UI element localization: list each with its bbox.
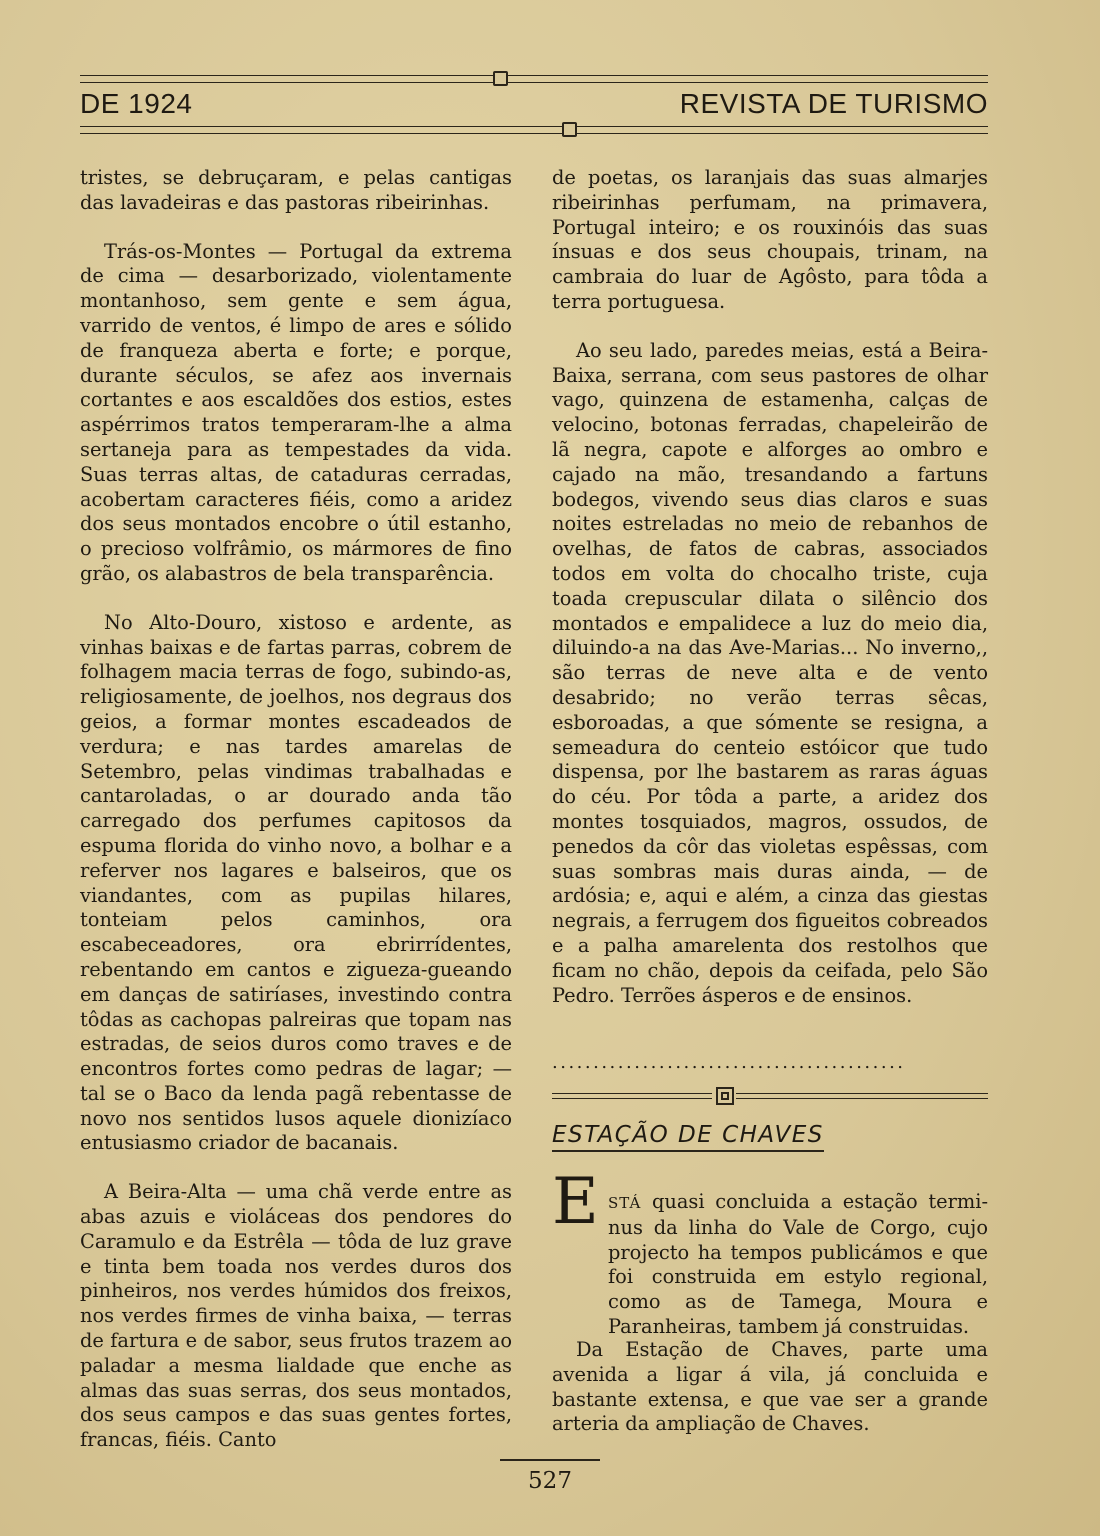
paragraph: Ao seu lado, paredes meias, está a Beira-Baixa, serrana, com seus pastores de olhar vago, quinzena de estamenha, calças de velocino, botonas ferradas, chapeleirão de lã negra, capote e alforges ao ombro e cajado na mão, tresandando a fartuns bodegos, vivendo seus dias claros e suas noites estreladas no meio de rebanhos de ovelhas, de fatos de cabras, associados todos em volta do chocalho triste, cuja toada crepuscular dilata o silêncio dos montados e empalidece a luz do meio dia, diluindo-a na das Ave-Marias... No inverno,, são terras de neve alta e de vento desabrido; no verão terras sêcas, esboroadas, a que sómente se resigna, a semeadura do centeio estóicor que tudo dispensa, por lhe bastarem as raras águas do céu. Por tôda a parte, a aridez dos montes tosquiados, magros, ossudos, de penedos da côr das violetas espêssas, com suas sombras mais duras ainda, — de ardósia; e, aqui e além, a cinza das giestas negrais, a ferrugem dos figueitos cobreados e a palha amarelenta dos restolhos que ficam no chão, depois da ceifada, pelo São Pedro. Terrões ásperos e de ensinos. (552, 338, 988, 1007)
paragraph (552, 1190, 988, 1340)
article-title: ESTAÇÃO DE CHAVES (552, 1122, 824, 1152)
paragraph: de poetas, os laranjais das suas almarjes ribeirinhas perfumam, na primavera, Portugal inteiro; e os rouxinóis das suas ínsuas e dos seus choupais, trinam, na cambraia do luar de Agôsto, para tôda a terra portuguesa. (552, 166, 988, 313)
paragraph-text: quasi concluida a estação termi- nus da linha do Vale de Corgo, cujo projecto ha tempos publicámos e que foi construida em estylo regional, como as de Tamega, Moura e Paranheiras, tambem já construidas. (608, 1190, 988, 1338)
header-rule-bottom (80, 126, 988, 134)
paragraph: Da Estação de Chaves, parte uma avenida a ligar á vila, já concluida e bastante extensa, e que vae ser a grande arteria da ampliação de Chaves. (552, 1338, 988, 1436)
ornament-square-top (493, 71, 508, 86)
header-right: REVISTA DE TURISMO (679, 88, 988, 119)
paragraph: No Alto-Douro, xistoso e ardente, as vinhas baixas e de fartas parras, cobrem de folhagem macia terras de fogo, subindo-as, religiosamente, de joelhos, nos degraus dos geios, a formar montes escadeados de verdura; e nas tardes amarelas de Setembro, pelas vindimas trabalhadas e cantaroladas, o ar dourado anda tão carregado dos perfumes capitosos da espuma florida do vinho novo, a bolhar e a referver nos lagares e balseiros, que os viandantes, com as pupilas hilares, tonteiam pelos caminhos, ora escabeceadores, ora ebrirrídentes, rebentando em cantos e zigueza-gueando em danças de satiríases, investindo contra tôdas as cachopas palreiras que topam nas estradas, de seios duros como traves e de encontros fortes como pedras de lagar; — tal se o Baco da lenda pagã rebentasse de novo nos sentidos lusos aquele dionizíaco entusiasmo criador de bacanais. (80, 610, 512, 1155)
ornament-square-bottom (562, 122, 577, 137)
paragraph: tristes, se debruçaram, e pelas cantigas das lavadeiras e das pastoras ribeirinhas. (80, 166, 512, 214)
article-body (552, 1190, 988, 1340)
article-rule-right (736, 1093, 988, 1099)
ornament-square (716, 1087, 734, 1105)
header-left: DE 1924 (80, 88, 193, 119)
footer-rule (500, 1459, 600, 1461)
article-body-cont (552, 1338, 988, 1437)
paragraph: A Beira-Alta — uma chã verde entre as abas azuis e violáceas dos pendores do Caramulo e da Estrêla — tôda de luz grave e tinta bem toada nos verdes duros dos pinheiros, nos verdes húmidos dos freixos, nos verdes firmes de vinha baixa, — terras de fartura e de sabor, seus frutos trazem ao paladar a mesma lialdade que enche as almas das suas serras, dos seus montados, dos seus campos e das suas gentes fortes, francas, fiéis. Canto (80, 1180, 512, 1452)
header-rule-top (80, 75, 988, 83)
small-caps-start: STÁ (608, 1194, 642, 1212)
page-number: 527 (528, 1468, 572, 1494)
drop-cap: E (552, 1165, 599, 1239)
dotted-separator: ........................................... (552, 1052, 906, 1073)
paragraph: Trás-os-Montes — Portugal da extrema de cima — desarborizado, violentamente montanhoso, sem gente e sem água, varrido de ventos, é limpo de ares e sólido de franqueza aberta e forte; e porque, durante séculos, se afez aos invernais cortantes e aos escaldões dos estios, estes aspérrimos tratos temperaram-lhe a alma sertaneja para as tempestades da vida. Suas terras altas, de cataduras cerradas, acobertam caracteres fiéis, como a aridez dos seus montados encobre o útil estanho, o precioso volfrâmio, os mármores de fino grão, os alabastros de bela transparência. (80, 239, 512, 585)
left-column (80, 166, 512, 1453)
right-column (552, 166, 988, 1008)
article-rule-left (552, 1093, 712, 1099)
